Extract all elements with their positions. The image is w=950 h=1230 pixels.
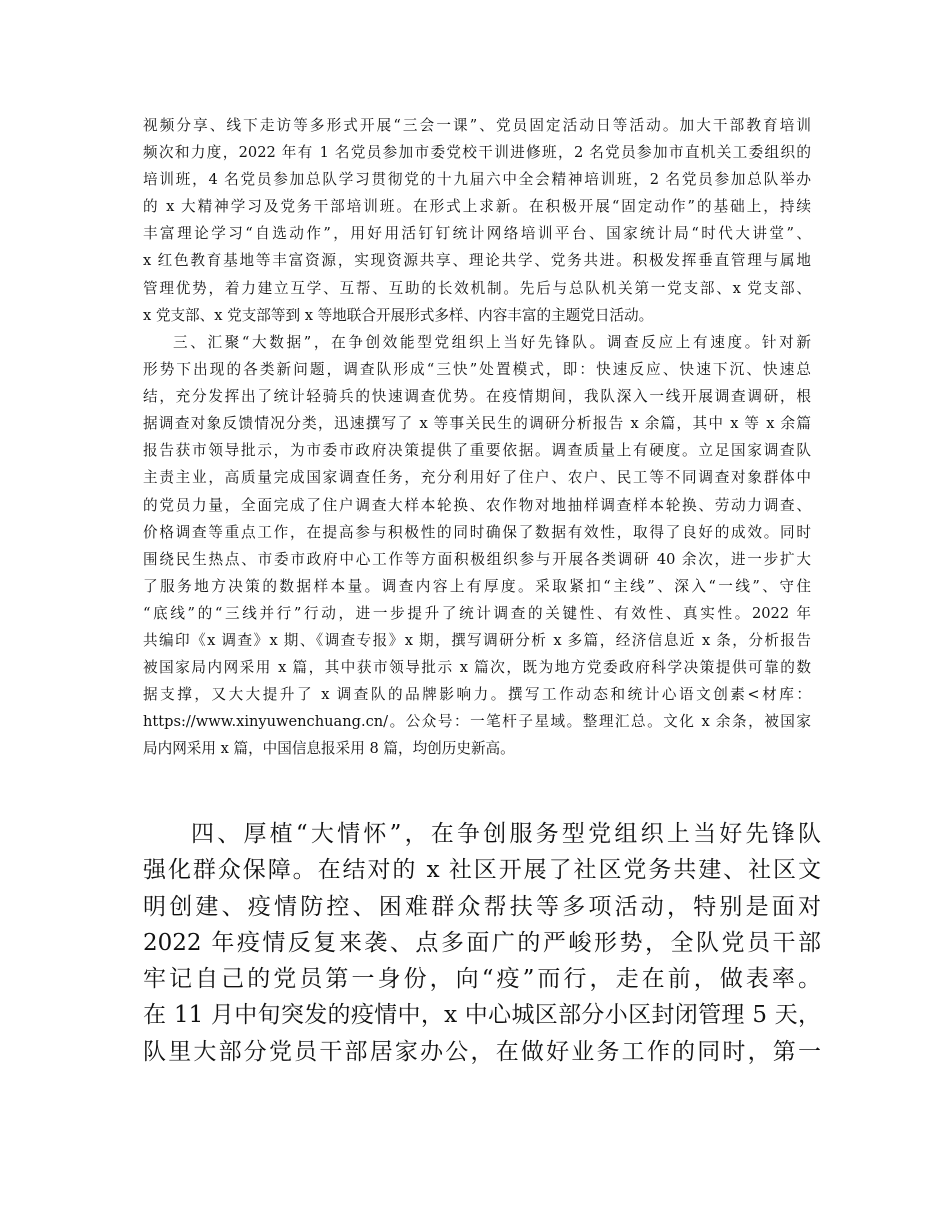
text-line: 主责主业，高质量完成国家调查任务，充分利用好了住户、农户、民工等不同调查对象群体中 — [143, 469, 811, 487]
text-line: 据调查对象反馈情况分类，迅速撰写了 x 等事关民生的调研分析报告 x 余篇，其中 x 等 x 余篇 — [143, 415, 811, 433]
text-line: 队里大部分党员干部居家办公，在做好业务工作的同时，第一 — [143, 1038, 821, 1065]
text-line: 被国家局内网采用 x 篇，其中获市领导批示 x 篇次，既为地方党委政府科学决策提供可靠的数 — [143, 659, 811, 677]
text-line: 的党员力量，全面完成了住户调查大样本轮换、农作物对地抽样调查样本轮换、劳动力调查、 — [143, 496, 811, 514]
section-heading-line: 三、汇聚“大数据”，在争创效能型党组织上当好先锋队。调查反应上有速度。针对新 — [173, 334, 811, 351]
text-line: 管理优势，着力建立互学、互帮、互助的长效机制。先后与总队机关第一党支部、x 党支部、 — [143, 279, 811, 297]
text-line: 在 11 月中旬突发的疫情中，x 中心城区部分小区封闭管理 5 天， — [143, 1002, 821, 1029]
text-line: 丰富理论学习“自选动作”，用好用活钉钉统计网络培训平台、国家统计局“时代大讲堂”、 — [143, 225, 811, 243]
text-line: https://www.xinyuwenchuang.cn/。公众号：一笔杆子星域。整理汇总。文化 x 余条，被国家 — [143, 713, 811, 731]
section-heading-line: 四、厚植“大情怀”，在争创服务型党组织上当好先锋队 — [191, 821, 821, 847]
text-line: x 党支部、x 党支部等到 x 等地联合开展形式多样、内容丰富的主题党日活动。 — [143, 306, 654, 324]
text-line: 共编印《x 调查》x 期、《调查专报》x 期，撰写调研分析 x 多篇，经济信息近 x 条，分析报告 — [143, 632, 811, 650]
text-line: 明创建、疫情防控、困难群众帮扶等多项活动，特别是面对 — [143, 893, 821, 920]
paragraph-public-service — [143, 816, 821, 1070]
paragraph-party-education — [143, 112, 811, 329]
text-line: 价格调查等重点工作，在提高参与积极性的同时确保了数据有效性，取得了良好的成效。同时 — [143, 523, 811, 541]
text-line: 据支撑，又大大提升了 x 调查队的品牌影响力。撰写工作动态和统计心语文创素<材库： — [143, 686, 811, 704]
text-line: x 红色教育基地等丰富资源，实现资源共享、理论共学、党务共进。积极发挥垂直管理与属地 — [143, 252, 811, 270]
text-line: 报告获市领导批示，为市委市政府决策提供了重要依据。调查质量上有硬度。立足国家调查队 — [143, 442, 811, 460]
text-line: 局内网采用 x 篇，中国信息报采用 8 篇，均创历史新高。 — [143, 740, 515, 758]
text-line: 频次和力度，2022 年有 1 名党员参加市委党校干训进修班，2 名党员参加市直机关工委组织的 — [143, 144, 811, 162]
text-line: 视频分享、线下走访等多形式开展“三会一课”、党员固定活动日等活动。加大干部教育培训 — [143, 117, 811, 134]
text-line: 牢记自己的党员第一身份，向“疫”而行，走在前，做表率。 — [143, 966, 821, 993]
text-line: 强化群众保障。在结对的 x 社区开展了社区党务共建、社区文 — [143, 857, 821, 884]
text-line: “底线”的“三线并行”行动，进一步提升了统计调查的关键性、有效性、真实性。2022 年 — [143, 604, 811, 622]
paragraph-big-data — [143, 329, 811, 763]
text-line: 结，充分发挥出了统计轻骑兵的快速调查优势。在疫情期间，我队深入一线开展调查调研，根 — [143, 388, 811, 406]
text-line: 了服务地方决策的数据样本量。调查内容上有厚度。采取紧扣“主线”、深入“一线”、守住 — [143, 577, 811, 595]
text-line: 围绕民生热点、市委市政府中心工作等方面积极组织参与开展各类调研 40 余次，进一步扩大 — [143, 550, 811, 568]
text-line: 培训班，4 名党员参加总队学习贯彻党的十九届六中全会精神培训班，2 名党员参加总队举办 — [143, 171, 811, 189]
text-line: 形势下出现的各类新问题，调查队形成“三快”处置模式，即：快速反应、快速下沉、快速总 — [143, 361, 811, 379]
text-line: 2022 年疫情反复来袭、点多面广的严峻形势，全队党员干部 — [143, 929, 821, 956]
text-line: 的 x 大精神学习及党务干部培训班。在形式上求新。在积极开展“固定动作”的基础上，持续 — [143, 198, 811, 216]
